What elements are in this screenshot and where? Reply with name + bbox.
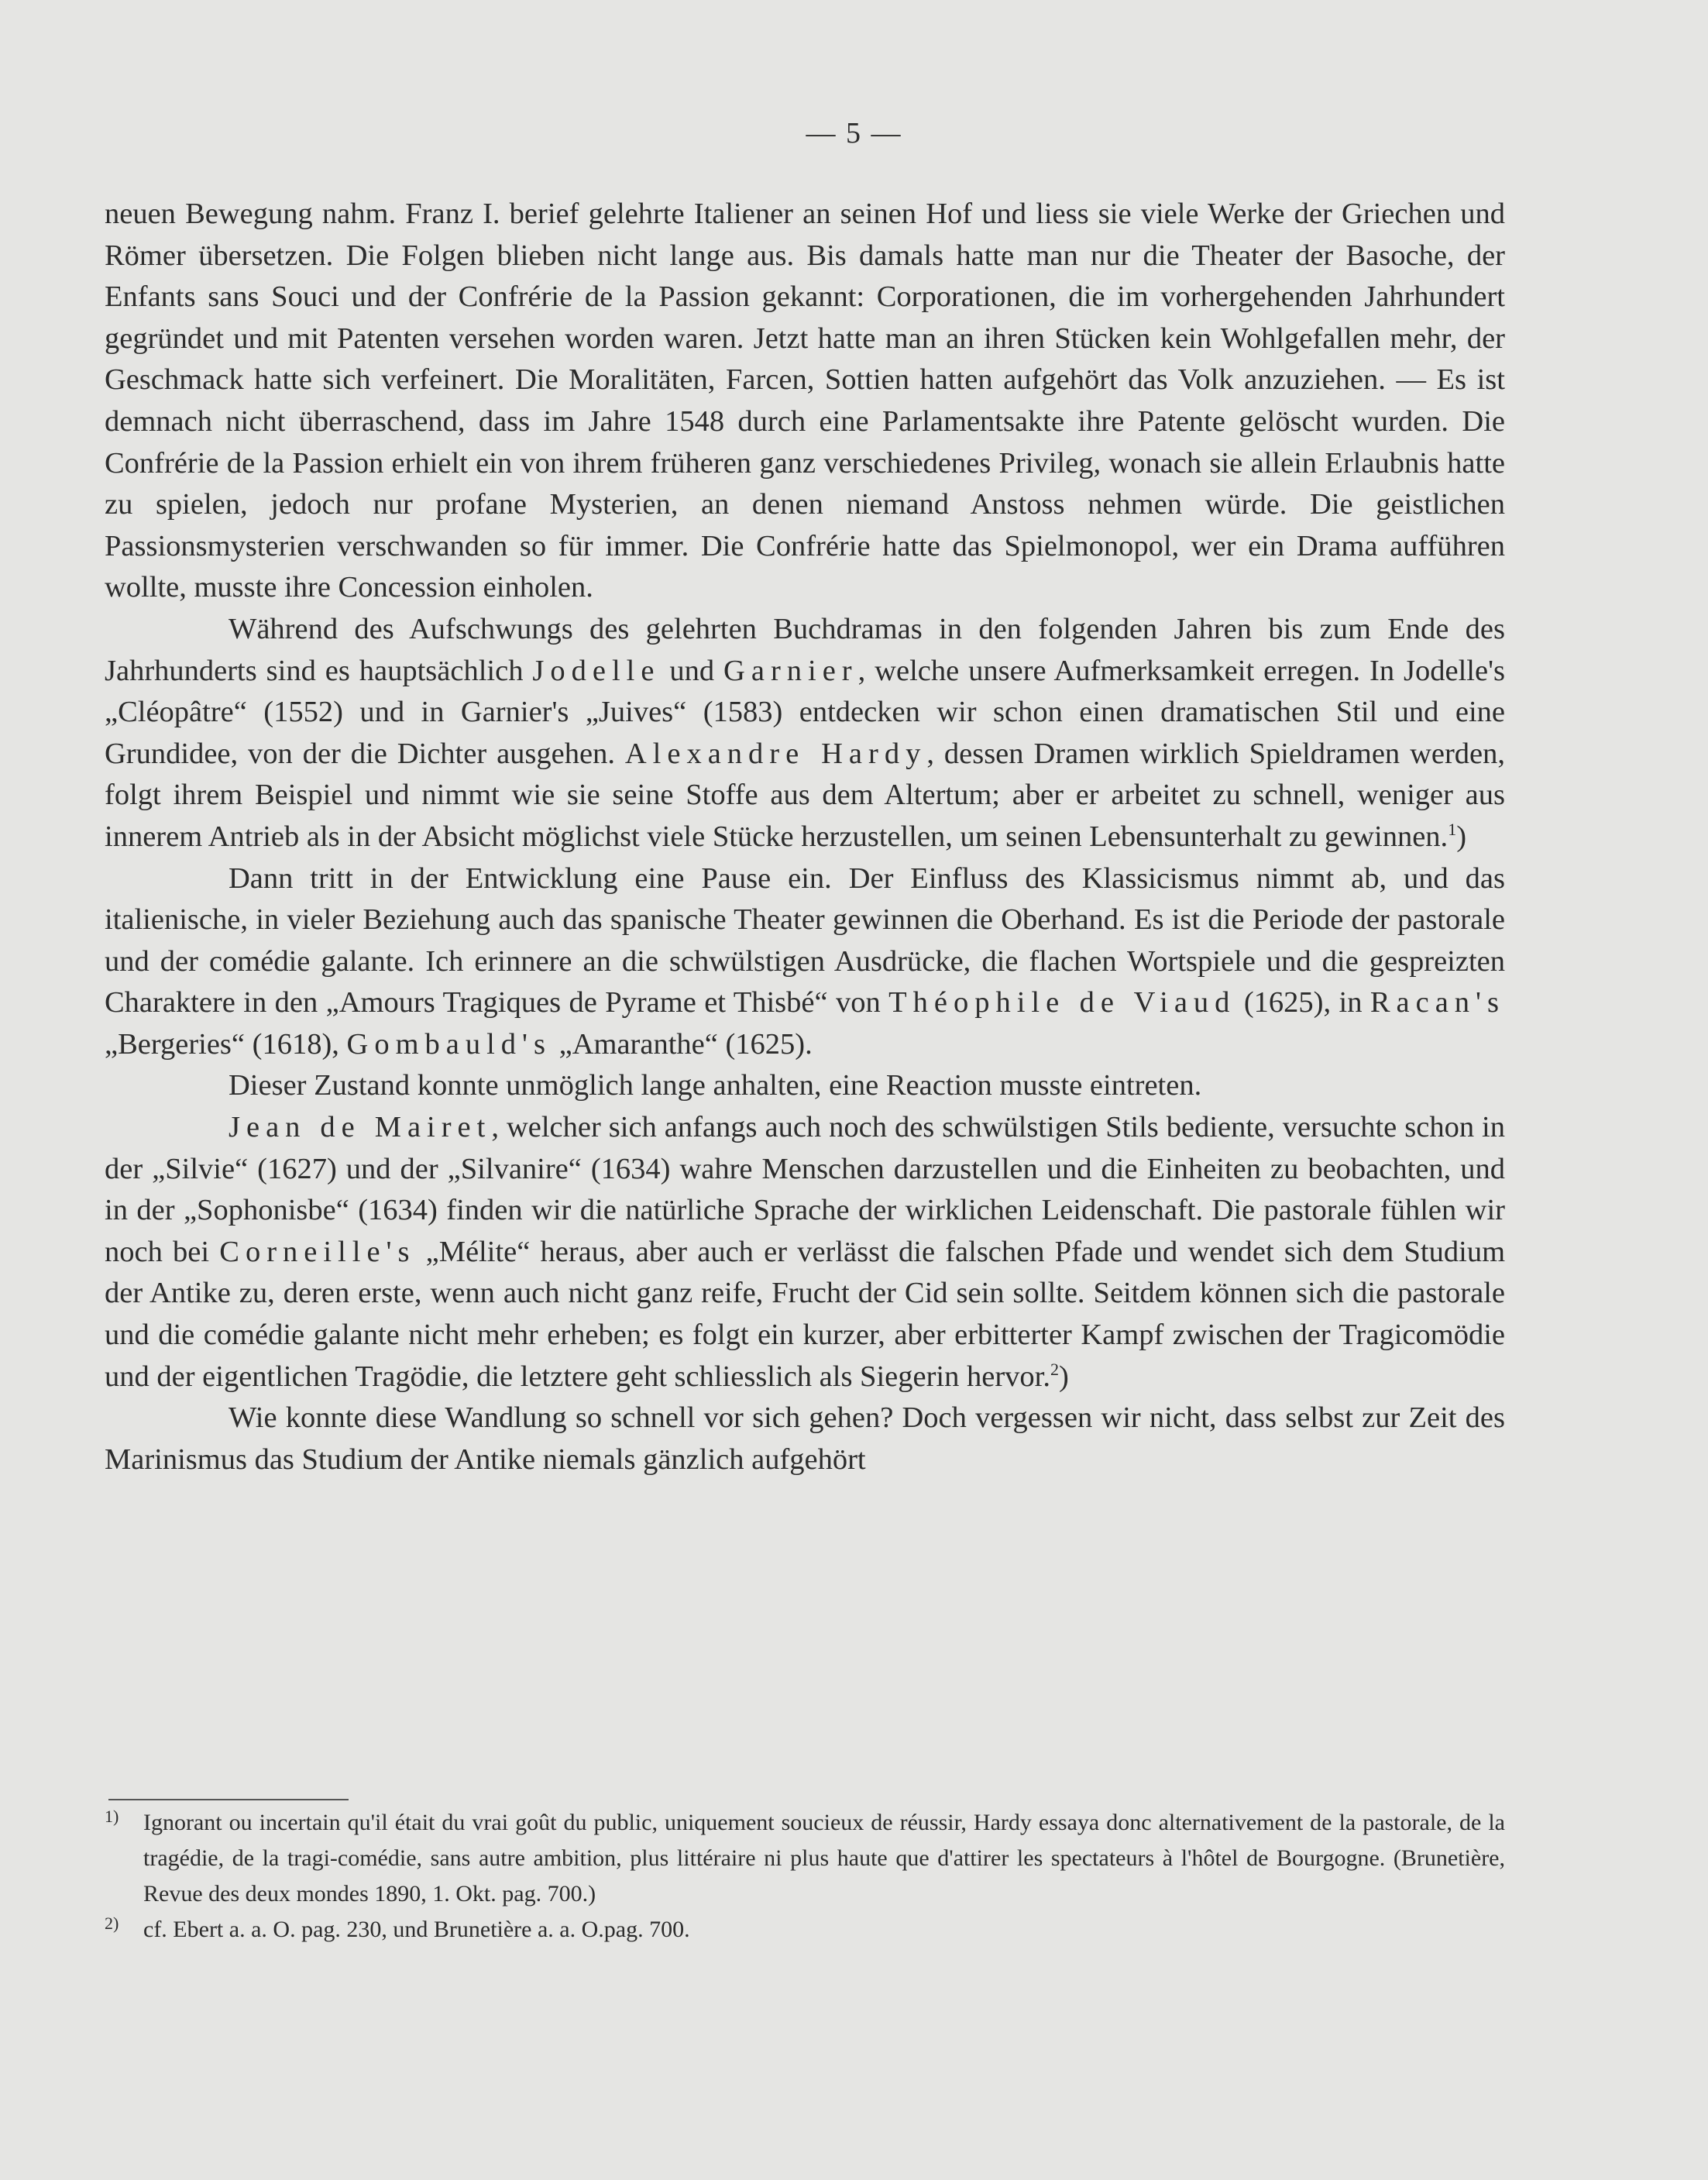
text-run: ) <box>1058 1360 1069 1393</box>
author-name-gombauld: Gombauld's <box>346 1027 552 1061</box>
text-run: , dessen Dramen wirklich Spieldramen werden, folgt ihrem Beispiel und nimmt wie sie seine Stoffe aus dem Altertum; aber er arbeitet zu schnell, weniger aus innerem Antrieb als in der Absicht möglichst viele Stücke herzustellen, um seinen Lebensunterhalt zu gewinnen. <box>105 737 1505 853</box>
text-run: ) <box>1456 820 1467 853</box>
body-text <box>105 194 1505 1480</box>
text-run: , welcher sich anfangs auch noch des schwülstigen Stils bediente, versuchte schon in der „Silvie“ (1627) und der „Silvanire“ (1634) wahre Menschen darzustellen und die Einheiten zu beobachten, und in der „Sophonisbe“ (1634) finden wir die natürliche Sprache der wirklichen Leidenschaft. Die pastorale fühlen wir noch bei <box>105 1111 1505 1268</box>
footnote-ref-2: 2 <box>1050 1359 1059 1379</box>
text-run: „Amaranthe“ (1625). <box>551 1027 813 1061</box>
page-number: — 5 — <box>806 117 902 150</box>
text-run: und <box>660 654 724 687</box>
footnote-mark: 1) <box>105 1807 119 1826</box>
author-name-jodelle: Jodelle <box>532 654 661 687</box>
author-name-garnier: Garnier <box>723 654 858 687</box>
footnote-mark: 2) <box>105 1914 119 1933</box>
text-run: Während des Aufschwungs des gelehrten Buchdramas in den folgenden Jahren bis zum Ende des Jahrhunderts sind es hauptsächlich <box>105 612 1505 687</box>
paragraph-4 <box>105 1065 1505 1107</box>
author-name-theophile: Théophile de Viaud <box>888 986 1236 1020</box>
text-run: (1625), in <box>1235 986 1370 1020</box>
author-name-mairet: Jean de Mairet <box>229 1111 492 1144</box>
author-name-hardy: Alexandre Hardy <box>624 737 927 770</box>
footnote-text: cf. Ebert a. a. O. pag. 230, und Brunetière a. a. O.pag. 700. <box>143 1917 690 1942</box>
footnote-text: Ignorant ou incertain qu'il était du vrai goût du public, uniquement soucieux de réussir, Hardy essaya donc alternativement de la pastorale, de la tragédie, de la tragi-comédie, sans autre ambition, plus littéraire ni plus haute que d'attirer les spectateurs à l'hôtel de Bourgogne. (Brunetière, Revue des deux mondes 1890, 1. Okt. pag. 700.) <box>143 1810 1505 1907</box>
author-name-corneille: Corneille's <box>219 1235 416 1268</box>
paragraph-3 <box>105 858 1505 1066</box>
text-run: „Bergeries“ (1618), <box>105 1027 347 1061</box>
paragraph-1 <box>105 194 1505 609</box>
footnote-2 <box>105 1912 1505 1948</box>
text-run: , welche unsere Aufmerksamkeit erregen. In Jodelle's „Cléopâtre“ (1552) und in Garnier's „Juives“ (1583) entdecken wir schon einen dramatischen Stil und eine Grundidee, von der die Dichter ausgehen. <box>105 654 1505 770</box>
paragraph-5 <box>105 1107 1505 1398</box>
author-name-racan: Racan's <box>1369 986 1505 1020</box>
text-run: „Mélite“ heraus, aber auch er verlässt die falschen Pfade und wendet sich dem Studium der Antike zu, deren erste, wenn auch nicht ganz reife, Frucht der Cid sein sollte. Seitdem können sich die pastorale und die comédie galante nicht mehr erheben; es folgt ein kurzer, aber erbitterter Kampf zwischen der Tragicomödie und der eigentlichen Tragödie, die letztere geht schliesslich als Siegerin hervor. <box>105 1235 1506 1393</box>
text-run: Dann tritt in der Entwicklung eine Pause ein. Der Einfluss des Klassicismus nimmt ab, und das italienische, in vieler Beziehung auch das spanische Theater gewinnen die Oberhand. Es ist die Periode der pastorale und der comédie galante. Ich erinnere an die schwülstigen Ausdrücke, die flachen Wortspiele und die gespreizten Charaktere in den „Amours Tragiques de Pyrame et Thisbé“ von <box>105 861 1505 1020</box>
paragraph-2 <box>105 609 1505 858</box>
footnote-divider <box>108 1799 349 1800</box>
text-run: neuen Bewegung nahm. Franz I. berief gelehrte Italiener an seinen Hof und liess sie viele Werke der Griechen und Römer übersetzen. Die Folgen blieben nicht lange aus. Bis damals hatte man nur die Theater der Basoche, der Enfants sans Souci und der Confrérie de la Passion gekannt: Corporationen, die im vorhergehenden Jahrhundert gegründet und mit Patenten versehen worden waren. Jetzt hatte man an ihren Stücken kein Wohlgefallen mehr, der Geschmack hatte sich verfeinert. Die Moralitäten, Farcen, Sottien hatten aufgehört das Volk anzuziehen. — Es ist demnach nicht überraschend, dass im Jahre 1548 durch eine Parlamentsakte ihre Patente gelöscht wurden. Die Confrérie de la Passion erhielt ein von ihrem früheren ganz verschiedenes Privileg, wonach sie allein Erlaubnis hatte zu spielen, jedoch nur profane Mysterien, an denen niemand Anstoss nehmen würde. Die geistlichen Passionsmysterien verschwanden so für immer. Die Confrérie hatte das Spielmonopol, wer ein Drama aufführen wollte, musste ihre Concession einholen. <box>105 198 1505 604</box>
footnotes <box>105 1805 1505 1948</box>
text-run: Wie konnte diese Wandlung so schnell vor sich gehen? Doch vergessen wir nicht, dass selbst zur Zeit des Marinismus das Studium der Antike niemals gänzlich aufgehört <box>105 1401 1505 1476</box>
footnote-ref-1: 1 <box>1448 820 1457 840</box>
footnote-1 <box>105 1805 1505 1912</box>
text-run: Dieser Zustand konnte unmöglich lange anhalten, eine Reaction musste eintreten. <box>229 1069 1202 1102</box>
paragraph-6 <box>105 1398 1505 1480</box>
